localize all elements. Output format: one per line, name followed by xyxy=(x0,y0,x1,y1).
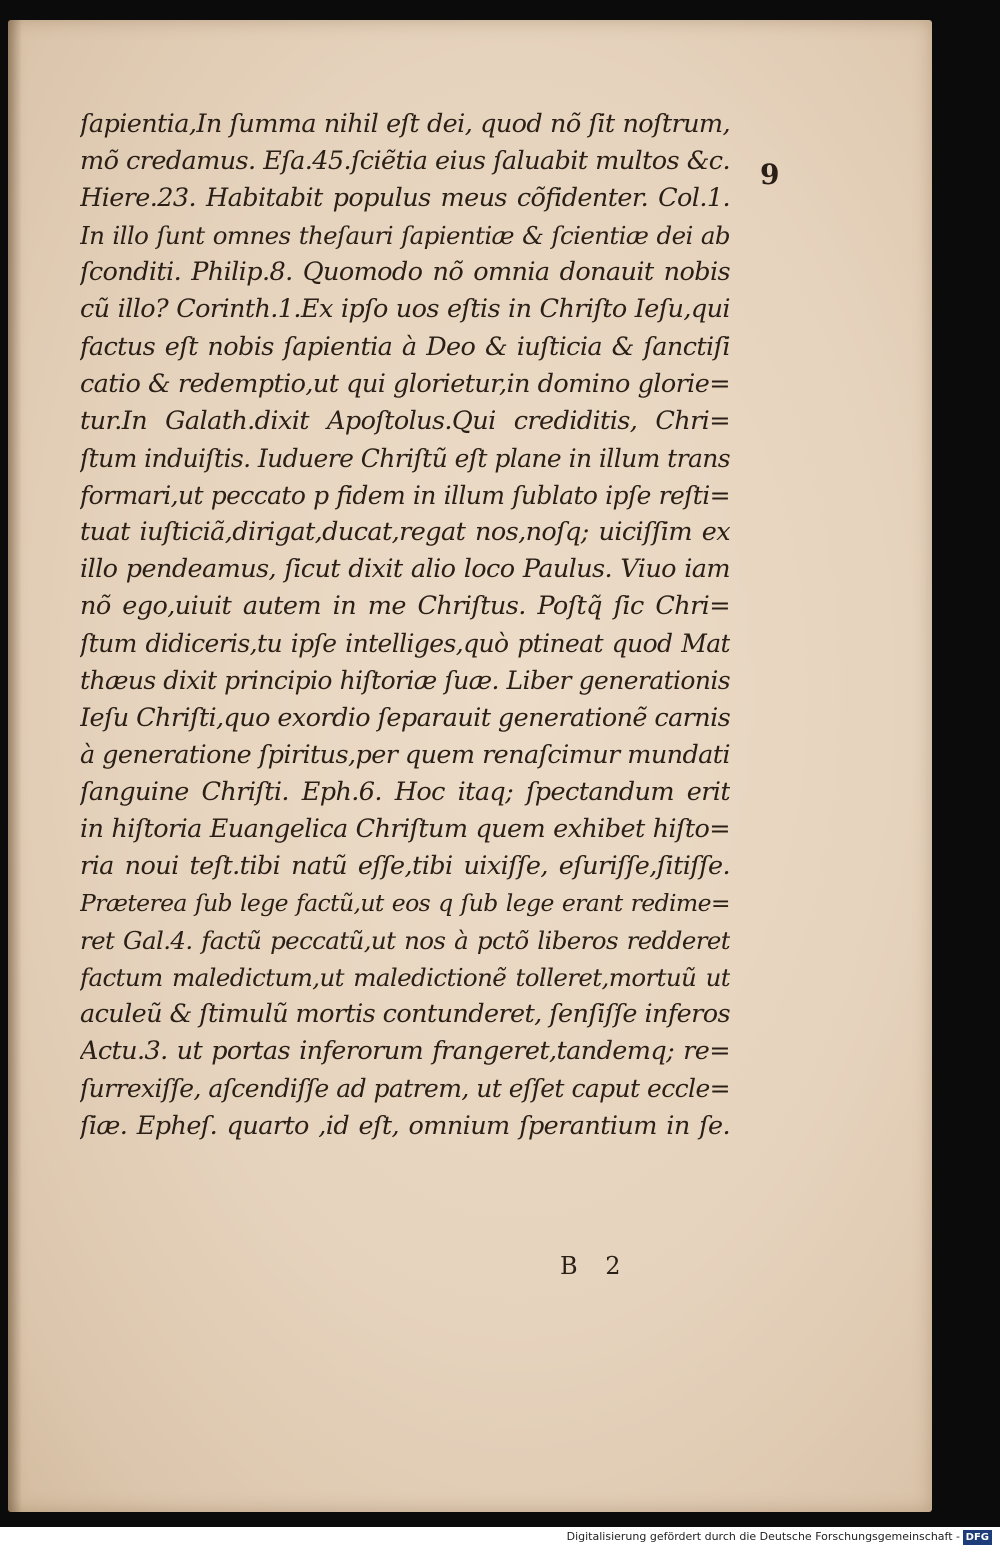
text-line: ſiæ. Epheſ. quarto ,id eſt, omnium ſperantium in ſe. xyxy=(80,1110,730,1141)
text-line: factum maledictum,ut maledictionẽ tolleret,mortuũ ut xyxy=(80,963,730,993)
signature-mark: B 2 xyxy=(560,1252,631,1280)
text-line: ria noui teſt.tibi natũ eſſe,tibi uixiſſe, eſuriſſe,ſitiſſe. xyxy=(80,850,730,881)
text-line: ret Gal.4. factũ peccatũ,ut nos à pctõ liberos redderet xyxy=(80,926,730,956)
text-line: catio & redemptio,ut qui glorietur,in domino glorie= xyxy=(80,368,730,399)
body-text xyxy=(80,106,730,1145)
text-line: à generatione ſpiritus,per quem renaſcimur mundati xyxy=(80,739,730,770)
text-line: mõ credamus. Eſa.45.ſciẽtia eius ſaluabit multos &c. xyxy=(80,146,730,177)
folio-number: 9 xyxy=(760,158,780,191)
text-line: In illo ſunt omnes theſauri ſapientiæ & ſcientiæ dei ab xyxy=(80,221,730,251)
text-line: ſanguine Chriſti. Eph.6. Hoc itaq; ſpectandum erit xyxy=(80,776,730,807)
text-line: ſtum induiſtis. Iuduere Chriſtũ eſt plane in illum trans xyxy=(80,443,730,473)
text-line: ſurrexiſſe, aſcendiſſe ad patrem, ut eſſet caput eccle= xyxy=(80,1074,730,1104)
text-line: tur.In Galath.dixit Apoſtolus.Qui crediditis, Chri= xyxy=(80,405,730,436)
footer-bar xyxy=(0,1527,1000,1549)
text-line: ſapientia,In ſumma nihil eſt dei, quod nõ ſit noſtrum, xyxy=(80,109,730,139)
text-line: ſconditi. Philip.8. Quomodo nõ omnia donauit nobis xyxy=(80,257,730,288)
book-page xyxy=(8,20,932,1512)
text-line: formari,ut peccato p fidem in illum ſublato ipſe reſti= xyxy=(80,480,730,510)
dfg-logo-icon: DFG xyxy=(963,1530,992,1545)
text-line: Actu.3. ut portas inferorum frangeret,tandemq; re= xyxy=(80,1036,730,1067)
text-line: thæus dixit principio hiſtoriæ ſuæ. Liber generationis xyxy=(80,666,730,696)
text-line: tuat iuſticiã,dirigat,ducat,regat nos,noſq; uiciſſim ex xyxy=(80,517,730,548)
text-line: nõ ego,uiuit autem in me Chriſtus. Poſtq̃ ſic Chri= xyxy=(80,591,730,622)
funding-credit: Digitalisierung gefördert durch die Deutsche Forschungsgemeinschaft - xyxy=(566,1530,960,1543)
text-line: Hiere.23. Habitabit populus meus cõfidenter. Col.1. xyxy=(80,183,730,214)
page-gutter-shadow xyxy=(8,20,22,1512)
text-line: aculeũ & ſtimulũ mortis contunderet, ſenſiſſe inferos xyxy=(80,999,730,1030)
text-line: factus eſt nobis ſapientia à Deo & iuſticia & ſanctiſi xyxy=(80,331,730,362)
text-line: Ieſu Chriſti,quo exordio ſeparauit generationẽ carnis xyxy=(80,702,730,733)
text-line: in hiſtoria Euangelica Chriſtum quem exhibet hiſto= xyxy=(80,813,730,844)
text-line: ſtum didiceris,tu ipſe intelliges,quò ptineat quod Mat xyxy=(80,629,730,659)
text-line: illo pendeamus, ſicut dixit alio loco Paulus. Viuo iam xyxy=(80,554,730,585)
text-line: cũ illo? Corinth.1.Ex ipſo uos eſtis in Chriſto Ieſu,qui xyxy=(80,294,730,325)
text-line: Præterea ſub lege factũ,ut eos q ſub lege erant redime= xyxy=(80,888,730,917)
